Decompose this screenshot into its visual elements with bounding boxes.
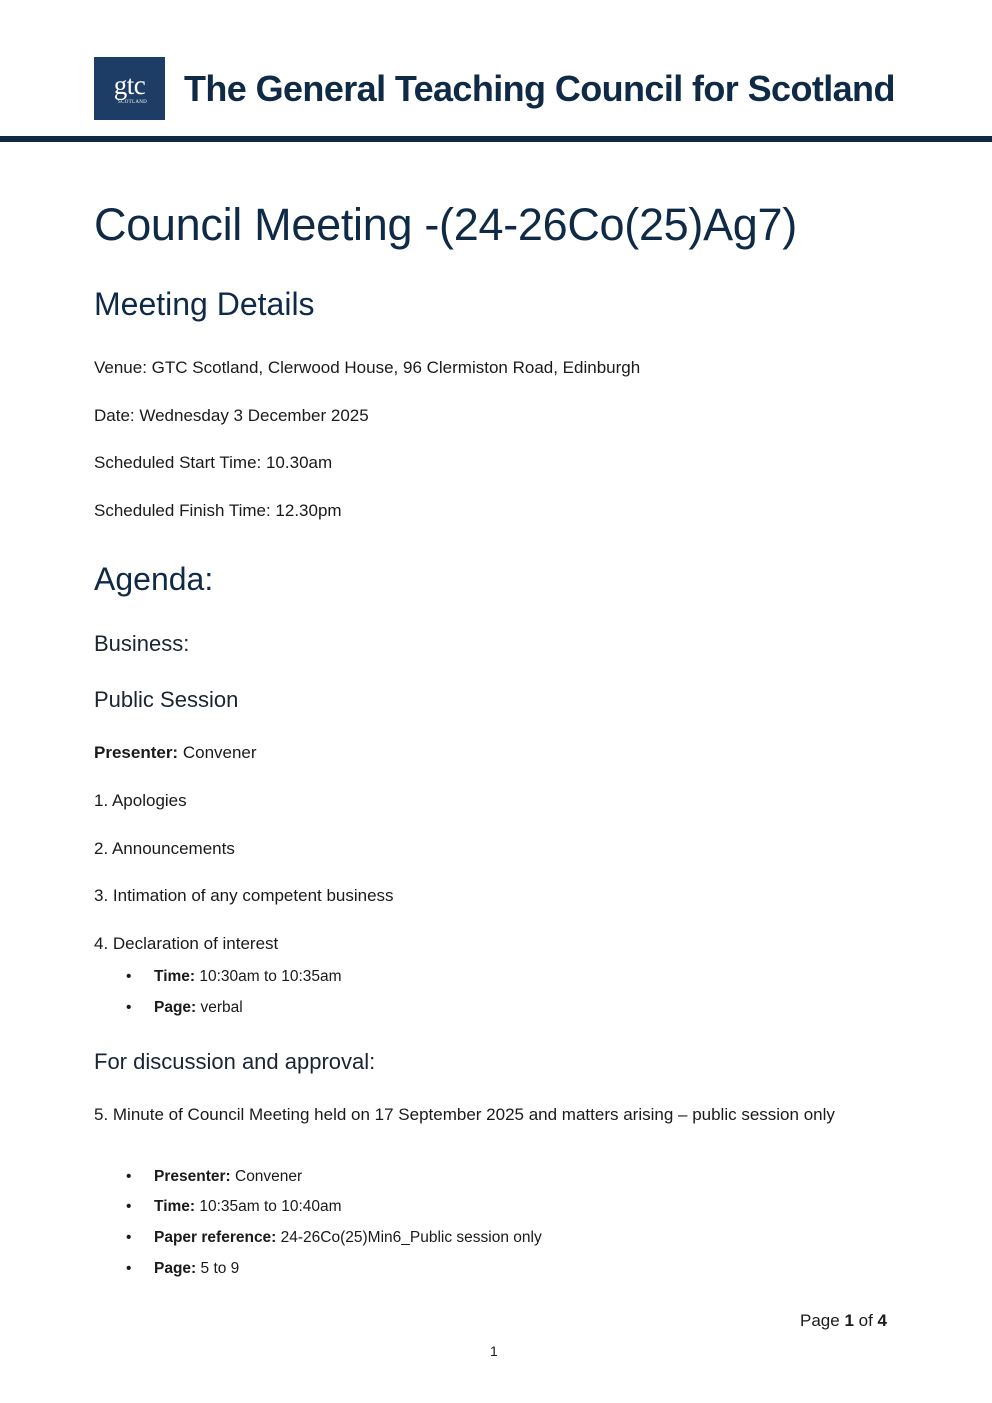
detail-value: verbal bbox=[196, 999, 243, 1016]
venue-text: Venue: GTC Scotland, Clerwood House, 96 Clermiston Road, Edinburgh bbox=[94, 358, 641, 377]
meeting-details-heading: Meeting Details bbox=[94, 286, 315, 322]
gtc-logo bbox=[94, 57, 165, 120]
start-time-text: Scheduled Start Time: 10.30am bbox=[94, 453, 333, 472]
date-text: Date: Wednesday 3 December 2025 bbox=[94, 406, 369, 425]
agenda-item: 3. Intimation of any competent business bbox=[94, 886, 394, 905]
presenter-line bbox=[94, 739, 257, 767]
detail-label: Page: bbox=[154, 999, 197, 1016]
detail-label: Page: bbox=[154, 1260, 197, 1277]
detail-value: 10:35am to 10:40am bbox=[195, 1198, 342, 1215]
business-heading: Business: bbox=[94, 631, 190, 656]
presenter-label: Presenter: bbox=[94, 743, 179, 762]
detail-value: 10:30am to 10:35am bbox=[195, 968, 342, 985]
logo-subtext: SCOTLAND bbox=[118, 100, 148, 105]
detail-value: 24-26Co(25)Min6_Public session only bbox=[276, 1229, 542, 1246]
public-session-heading: Public Session bbox=[94, 687, 239, 712]
document-title: Council Meeting -(24-26Co(25)Ag7) bbox=[94, 199, 797, 250]
page-number: 1 bbox=[490, 1343, 498, 1359]
agenda-item: 2. Announcements bbox=[94, 839, 235, 858]
agenda-item: 4. Declaration of interest bbox=[94, 934, 279, 953]
page-count: Page 1 of 4 bbox=[800, 1311, 887, 1330]
detail-value: Convener bbox=[230, 1168, 303, 1185]
presenter-value: Convener bbox=[178, 743, 257, 762]
detail-label: Time: bbox=[154, 968, 196, 985]
logo-text: gtc bbox=[113, 70, 146, 100]
agenda-heading: Agenda: bbox=[94, 561, 214, 597]
agenda-item: 5. Minute of Council Meeting held on 17 September 2025 and matters arising – public session only bbox=[94, 1105, 835, 1124]
discussion-heading: For discussion and approval: bbox=[94, 1049, 376, 1074]
detail-label: Presenter: bbox=[154, 1168, 231, 1185]
agenda-item: 1. Apologies bbox=[94, 791, 187, 810]
finish-time-text: Scheduled Finish Time: 12.30pm bbox=[94, 501, 342, 520]
organisation-title: The General Teaching Council for Scotland bbox=[184, 68, 895, 109]
detail-label: Time: bbox=[154, 1198, 196, 1215]
detail-value: 5 to 9 bbox=[196, 1260, 240, 1277]
detail-label: Paper reference: bbox=[154, 1229, 277, 1246]
header-divider bbox=[0, 136, 992, 142]
